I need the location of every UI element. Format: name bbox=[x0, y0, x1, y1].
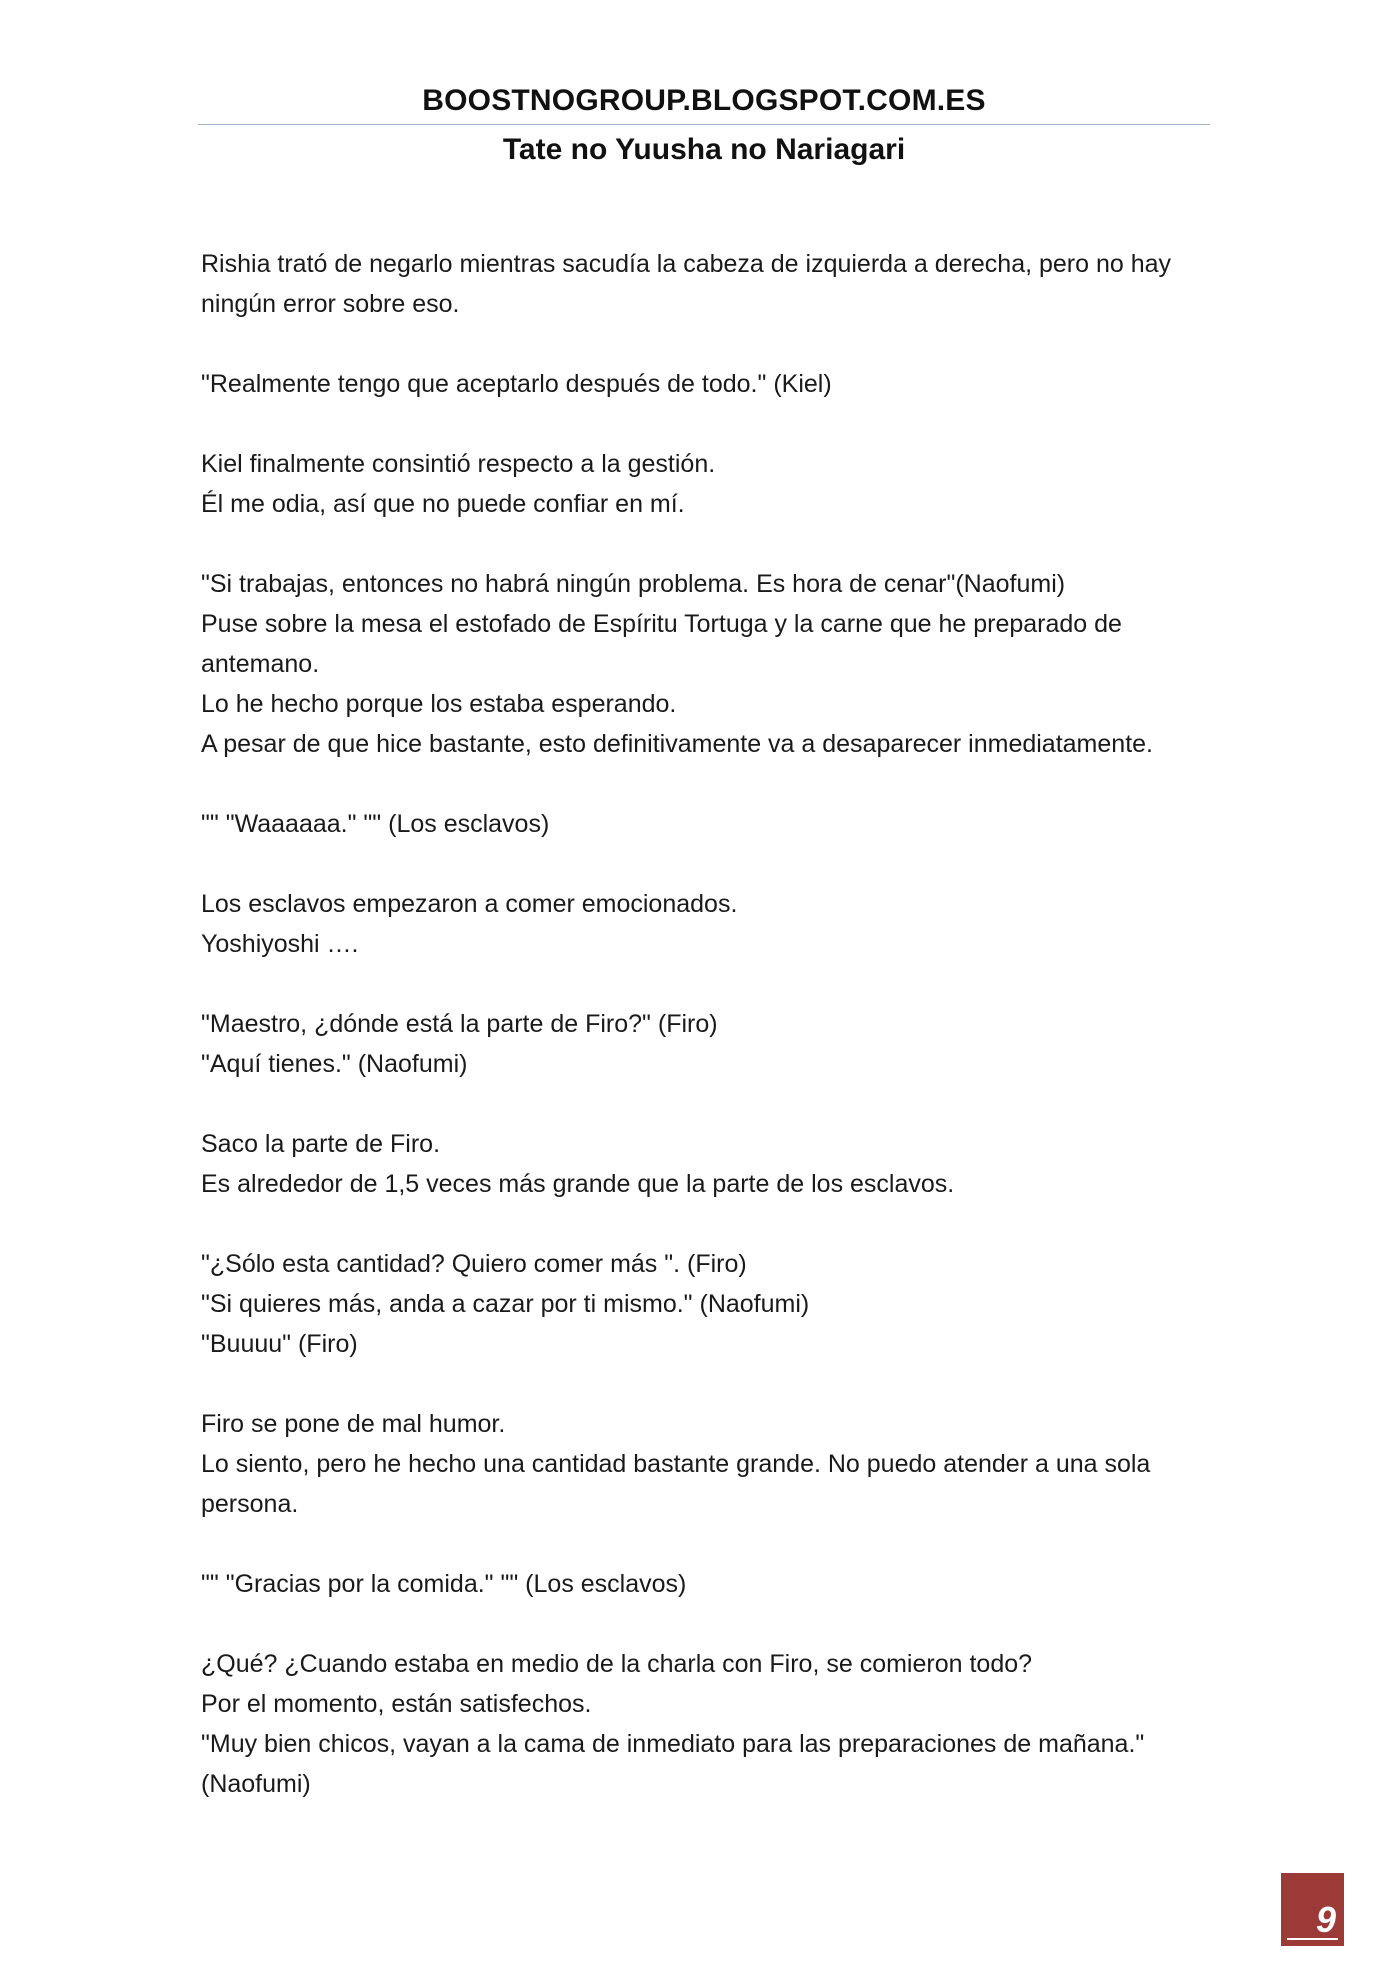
paragraph bbox=[201, 804, 1211, 844]
text-line: Firo se pone de mal humor. bbox=[201, 1410, 506, 1438]
text-line: "" "Gracias por la comida." "" (Los esclavos) bbox=[201, 1570, 687, 1598]
text-line: "Muy bien chicos, vayan a la cama de inmediato para las preparaciones de mañana." (Naofumi) bbox=[201, 1730, 1145, 1798]
text-line: Puse sobre la mesa el estofado de Espíritu Tortuga y la carne que he preparado de antemano. bbox=[201, 610, 1122, 678]
text-line: Lo he hecho porque los estaba esperando. bbox=[201, 690, 677, 718]
site-name: BOOSTNOGROUP.BLOGSPOT.COM.ES bbox=[422, 84, 986, 117]
text-line: Es alrededor de 1,5 veces más grande que la parte de los esclavos. bbox=[201, 1170, 955, 1198]
page-number-badge bbox=[1281, 1873, 1344, 1946]
text-line: "Maestro, ¿dónde está la parte de Firo?" (Firo) bbox=[201, 1010, 718, 1038]
paragraph bbox=[201, 364, 1211, 404]
paragraph bbox=[201, 1124, 1211, 1204]
text-line: "Si quieres más, anda a cazar por ti mismo." (Naofumi) bbox=[201, 1290, 810, 1318]
text-line: "" "Waaaaaa." "" (Los esclavos) bbox=[201, 810, 550, 838]
text-line: Rishia trató de negarlo mientras sacudía la cabeza de izquierda a derecha, pero no hay ningún error sobre eso. bbox=[201, 250, 1172, 318]
paragraph bbox=[201, 1404, 1211, 1524]
text-line: Yoshiyoshi …. bbox=[201, 930, 359, 958]
document-title: Tate no Yuusha no Nariagari bbox=[502, 133, 906, 166]
paragraph bbox=[201, 1004, 1211, 1084]
text-line: "¿Sólo esta cantidad? Quiero comer más ". (Firo) bbox=[201, 1250, 747, 1278]
paragraph bbox=[201, 444, 1211, 524]
page-number-underline bbox=[1287, 1938, 1338, 1940]
paragraph bbox=[201, 1644, 1211, 1804]
paragraph bbox=[201, 1564, 1211, 1604]
text-line: Saco la parte de Firo. bbox=[201, 1130, 441, 1158]
text-line: "Aquí tienes." (Naofumi) bbox=[201, 1050, 468, 1078]
text-line: Él me odia, así que no puede confiar en mí. bbox=[201, 490, 685, 518]
text-line: A pesar de que hice bastante, esto definitivamente va a desaparecer inmediatamente. bbox=[201, 730, 1153, 758]
page-number: 9 bbox=[1315, 1899, 1336, 1940]
paragraph bbox=[201, 244, 1211, 324]
text-line: Por el momento, están satisfechos. bbox=[201, 1690, 592, 1718]
text-line: Los esclavos empezaron a comer emocionados. bbox=[201, 890, 738, 918]
page-header bbox=[198, 82, 1210, 169]
paragraph bbox=[201, 884, 1211, 964]
document-body bbox=[201, 244, 1211, 1804]
paragraph bbox=[201, 564, 1211, 764]
paragraph bbox=[201, 1244, 1211, 1364]
text-line: ¿Qué? ¿Cuando estaba en medio de la charla con Firo, se comieron todo? bbox=[201, 1650, 1033, 1678]
header-divider bbox=[198, 124, 1210, 125]
text-line: "Buuuu" (Firo) bbox=[201, 1330, 358, 1358]
text-line: Lo siento, pero he hecho una cantidad bastante grande. No puedo atender a una sola persona. bbox=[201, 1450, 1151, 1518]
text-line: "Realmente tengo que aceptarlo después de todo." (Kiel) bbox=[201, 370, 832, 398]
text-line: "Si trabajas, entonces no habrá ningún problema. Es hora de cenar"(Naofumi) bbox=[201, 570, 1066, 598]
text-line: Kiel finalmente consintió respecto a la gestión. bbox=[201, 450, 716, 478]
